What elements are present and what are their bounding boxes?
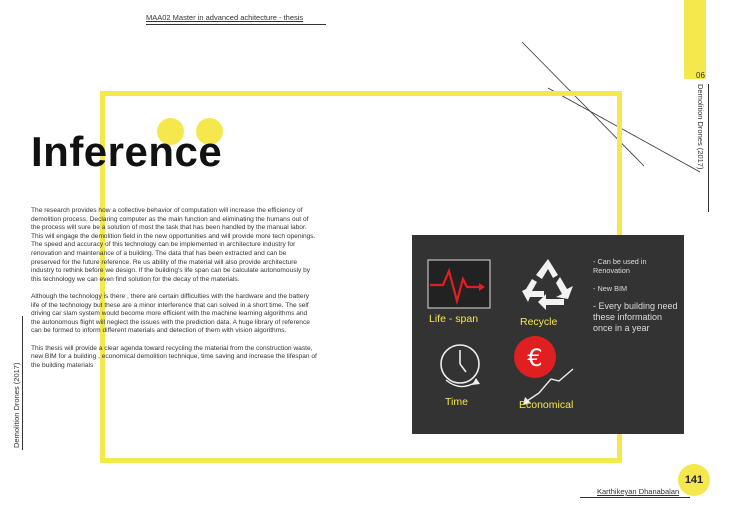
time-label: Time — [445, 396, 468, 408]
right-vertical-label: Demolition Drones (2017) — [696, 84, 705, 170]
header-underline — [146, 24, 326, 25]
life-span-label: Life - span — [429, 313, 479, 325]
left-vertical-rule — [22, 316, 23, 450]
author-underline — [580, 497, 690, 498]
economical-label: Economical — [519, 399, 574, 411]
right-vertical-rule — [708, 84, 709, 212]
thesis-header-title: MAA02 Master in advanced achitecture - thesis — [146, 13, 304, 22]
body-paragraph: The research provides how a collective behavior of computation will increase the efficiency of demolition process. Declaring computer as the main function and eliminating the humans out of the process will sure be a solution of most the task that has been handled by the manual labor. This will engage the demolition field in the new opportunities and will provide more tech openings. The speed and accuracy of this technology can be implemented in architecture industry for renovation and maintenance of a building. The data that has been extracted and can be preserved for the future reference. Re us ability of the material will also provide architecture industry to rethink before we design. If the building's life span can be calculate autonomously by this technology we can even find solution for the decay of the materials. — [31, 207, 316, 283]
euro-symbol: € — [527, 344, 543, 372]
note-every-building: - Every building need these information once in a year — [593, 301, 678, 333]
chapter-index: 06 — [696, 71, 705, 80]
body-paragraph: This thesis will provide a clear agenda toward recycling the material from the construction waste, new BIM for a building , economical demolition technique, time saving and increase the lifespan of the building materials — [31, 344, 317, 369]
recycle-label: Recycle — [520, 316, 558, 328]
recycle-icon — [518, 255, 578, 315]
clock-icon — [436, 340, 484, 390]
note-new-bim: - New BIM — [593, 284, 628, 293]
page-title: Inference — [31, 128, 223, 175]
body-text — [31, 207, 317, 379]
euro-coin-icon — [509, 335, 575, 409]
page-number: 141 — [678, 464, 710, 496]
body-paragraph: Although the technology is there , there are certain difficulties with the hardware and the battery life of the technology but these are a minor interference that can solved in a short time. The self driving car slam system would become more efficient with the machine learning algorithms and the autonomous flight will neglect the issues with the prediction data. A huge library of reference can be formed to inform different materials and detection of them with vision algorithms. — [31, 292, 310, 335]
note-renovation: - Can be used in Renovation — [593, 257, 647, 275]
left-vertical-label: Demolition Drones (2017) — [12, 362, 21, 448]
heartbeat-icon — [427, 259, 491, 309]
benefits-panel — [412, 235, 684, 434]
author-name: Karthikeyan Dhanabalan — [597, 487, 680, 496]
